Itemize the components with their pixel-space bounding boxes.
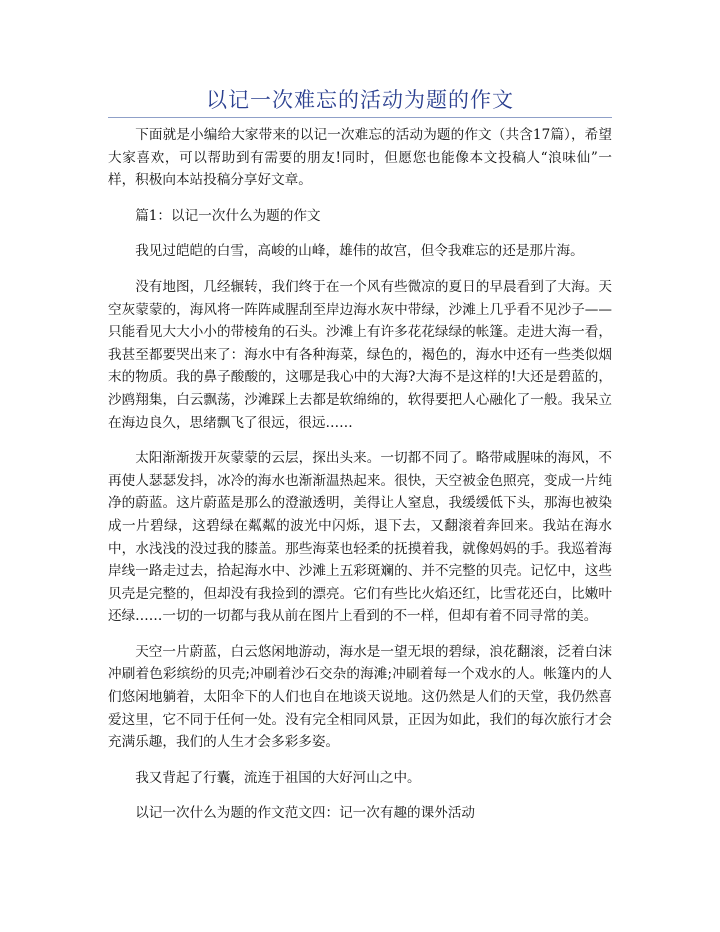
page-title: 以记一次难忘的活动为题的作文 <box>206 88 514 112</box>
body-paragraph: 天空一片蔚蓝，白云悠闲地游动，海水是一望无垠的碧绿，浪花翻滚，泛着白沫冲刷着色彩缤纷的贝壳;冲刷着沙石交杂的海滩;冲刷着每一个戏水的人。帐篷内的人们悠闲地躺着，太阳伞下的人们也自在地谈天说地。这仍然是人们的天堂，我仍然喜爱这里，它不同于任何一处。没有完全相同风景，正因为如此，我们的每次旅行才会充满乐趣，我们的人生才会多彩多姿。 <box>108 643 612 751</box>
body-paragraph: 没有地图，几经辗转，我们终于在一个风有些微凉的夏日的早晨看到了大海。天空灰蒙蒙的，海风将一阵阵咸腥刮至岸边海水灰中带绿，沙滩上几乎看不见沙子——只能看见大大小小的带棱角的石头。沙滩上有许多花花绿绿的帐篷。走进大海一看，我甚至都要哭出来了：海水中有各种海菜，绿色的，褐色的，海水中还有一些类似烟末的物质。我的鼻子酸酸的，这哪是我心中的大海?大海不是这样的!大还是碧蓝的，沙鸥翔集，白云飘荡，沙滩踩上去都是软绵绵的，软得要把人心融化了一般。我呆立在海边良久，思绪飘飞了很远，很远…… <box>108 278 612 431</box>
body-paragraph: 我见过皑皑的白雪，高峻的山峰，雄伟的故宫，但令我难忘的还是那片海。 <box>135 243 584 260</box>
document-body <box>108 124 612 838</box>
title-divider <box>108 117 612 118</box>
intro-paragraph: 下面就是小编给大家带来的以记一次难忘的活动为题的作文（共含17篇），希望大家喜欢，可以帮助到有需要的朋友!同时，但愿您也能像本文投稿人“浪味仙”一样，积极向本站投稿分享好文章。 <box>108 127 612 189</box>
body-paragraph: 我又背起了行囊，流连于祖国的大好河山之中。 <box>135 769 421 786</box>
body-paragraph: 太阳渐渐拨开灰蒙蒙的云层，探出头来。一切都不同了。略带咸腥味的海风，不再使人瑟瑟发抖，冰冷的海水也渐渐温热起来。很快，天空被金色照亮，变成一片纯净的蔚蓝。这片蔚蓝是那么的澄澈透明，美得让人窒息，我缓缓低下头，那海也被染成一片碧绿，这碧绿在粼粼的波光中闪烁，退下去，又翻滚着奔回来。我站在海水中，水浅浅的没过我的膝盖。那些海菜也轻柔的抚摸着我，就像妈妈的手。我巡着海岸线一路走过去，拾起海水中、沙滩上五彩斑斓的、并不完整的贝壳。记忆中，这些贝壳是完整的，但却没有我捡到的漂亮。它们有些比火焰还红，比雪花还白，比嫩叶还绿……一切的一切都与我从前在图片上看到的不一样，但却有着不同寻常的美。 <box>108 450 612 625</box>
section-heading-1: 篇1：以记一次什么为题的作文 <box>135 207 321 224</box>
section-heading-4: 以记一次什么为题的作文范文四：记一次有趣的课外活动 <box>135 805 476 822</box>
